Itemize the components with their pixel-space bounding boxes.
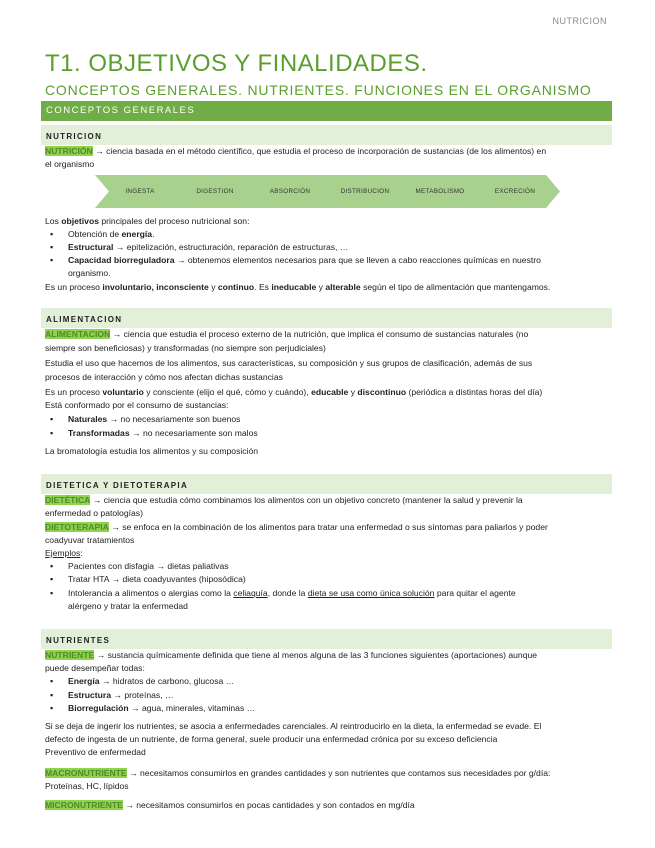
process-step: METABOLISMO [395, 175, 485, 208]
section-banner-conceptos: CONCEPTOS GENERALES [41, 101, 612, 121]
list-item: Biorregulación → agua, minerales, vitaminas … [68, 703, 256, 713]
process-step: ABSORCIÓN [245, 175, 335, 208]
paragraph: Es un proceso voluntario y consciente (elijo el qué, cómo y cuándo), educable y discontinuo (periódica a distintas horas del día) [45, 387, 543, 397]
dietetica-definition: DIETÉTICA → ciencia que estudia cómo combinamos los alimentos con un objetivo concreto (mantener la salud y prevenir la [45, 495, 523, 505]
list-item: Naturales → no necesariamente son buenos [68, 414, 241, 424]
process-step: INGESTA [95, 175, 185, 208]
alimentacion-definition-cont: siempre son beneficiosas) y transformadas (no siempre son perjudiciales) [45, 343, 326, 353]
list-item: Pacientes con disfagia → dietas paliativas [68, 561, 229, 571]
ejemplos-label: Ejemplos: [45, 548, 83, 558]
bullet-icon: ▪ [50, 703, 54, 713]
paragraph: Si se deja de ingerir los nutrientes, se asocia a enfermedades carenciales. Al reintroducirlo en la dieta, la enfermedad se evade. El [45, 721, 542, 731]
dietoterapia-definition-cont: coadyuvar tratamientos [45, 535, 135, 545]
nutricion-definition: NUTRICIÓN → ciencia basada en el método científico, que estudia el proceso de incorporación de sustancias (de los alimentos) en [45, 146, 547, 156]
list-item-cont: organismo. [68, 268, 111, 278]
bullet-icon: ▪ [50, 690, 54, 700]
objetivos-intro: Los objetivos principales del proceso nutricional son: [45, 216, 250, 226]
alimentacion-definition: ALIMENTACION → ciencia que estudia el proceso externo de la nutrición, que implica el consumo de sustancias naturales (no [45, 329, 529, 339]
bullet-icon: ▪ [50, 574, 54, 584]
macronutriente-definition-cont: Proteínas, HC, lípidos [45, 781, 129, 791]
bullet-icon: ▪ [50, 561, 54, 571]
section-heading-dietetica: DIETETICA Y DIETOTERAPIA [41, 474, 612, 494]
list-item: Estructura → proteínas, … [68, 690, 174, 700]
bullet-icon: ▪ [50, 242, 54, 252]
nutricion-definition-cont: el organismo [45, 159, 95, 169]
proceso-description: Es un proceso involuntario, inconsciente y continuo. Es ineducable y alterable según el tipo de alimentación que mantengamos. [45, 282, 551, 292]
page-title: T1. OBJETIVOS Y FINALIDADES. [45, 50, 428, 77]
nutriente-definition: NUTRIENTE → sustancia químicamente definida que tiene al menos alguna de las 3 funciones siguientes (aportaciones) aunque [45, 650, 538, 660]
bullet-icon: ▪ [50, 255, 54, 265]
bullet-icon: ▪ [50, 414, 54, 424]
dietetica-definition-cont: enfermedad o patologías) [45, 508, 143, 518]
bullet-icon: ▪ [50, 676, 54, 686]
process-step: EXCRECIÓN [470, 175, 560, 208]
section-heading-nutricion: NUTRICION [41, 125, 612, 145]
paragraph: Está conformado por el consumo de sustancias: [45, 400, 229, 410]
micronutriente-definition: MICRONUTRIENTE → necesitamos consumirlos en pocas cantidades y son contados en mg/día [45, 800, 415, 810]
nutriente-definition-cont: puede desempeñar todas: [45, 663, 145, 673]
document-header-tag: NUTRICION [552, 16, 607, 26]
bullet-icon: ▪ [50, 428, 54, 438]
section-heading-alimentacion: ALIMENTACION [41, 308, 612, 328]
macronutriente-definition: MACRONUTRIENTE → necesitamos consumirlos en grandes cantidades y son nutrientes que contamos sus necesidades por g/día: [45, 768, 551, 778]
process-step: DISTRIBUCION [320, 175, 410, 208]
bullet-icon: ▪ [50, 588, 54, 598]
bullet-icon: ▪ [50, 229, 54, 239]
list-item: Obtención de energía. [68, 229, 155, 239]
paragraph: La bromatología estudia los alimentos y su composición [45, 446, 259, 456]
page-subtitle: CONCEPTOS GENERALES. NUTRIENTES. FUNCIONES EN EL ORGANISMO [45, 82, 592, 98]
dietoterapia-definition: DIETOTERAPIA → se enfoca en la combinación de los alimentos para tratar una enfermedad o sus síntomas para paliarlos y poder [45, 522, 548, 532]
list-item: Transformadas → no necesariamente son malos [68, 428, 258, 438]
paragraph-cont: procesos de interacción y cómo nos afectan dichas sustancias [45, 372, 283, 382]
paragraph-cont: Preventivo de enfermedad [45, 747, 146, 757]
list-item: Intolerancia a alimentos o alergias como la celiaquía, donde la dieta se usa como única solución para quitar el agente [68, 588, 516, 598]
paragraph-cont: defecto de ingesta de un nutriente, de forma general, suele producir una enfermedad crónica por su exceso deficiencia [45, 734, 498, 744]
list-item: Estructural → epitelización, estructuración, reparación de estructuras, … [68, 242, 349, 252]
section-heading-nutrientes: NUTRIENTES [41, 629, 612, 649]
list-item: Tratar HTA → dieta coadyuvantes (hiposódica) [68, 574, 246, 584]
process-step: DIGESTION [170, 175, 260, 208]
list-item: Capacidad biorreguladora → obtenemos elementos necesarios para que se lleven a cabo reacciones químicas en nuestro [68, 255, 541, 265]
paragraph: Estudia el uso que hacemos de los alimentos, sus características, su composición y sus grupos de clasificación, además de sus [45, 358, 533, 368]
list-item-cont: alérgeno y tratar la enfermedad [68, 601, 188, 611]
list-item: Energía → hidratos de carbono, glucosa … [68, 676, 235, 686]
